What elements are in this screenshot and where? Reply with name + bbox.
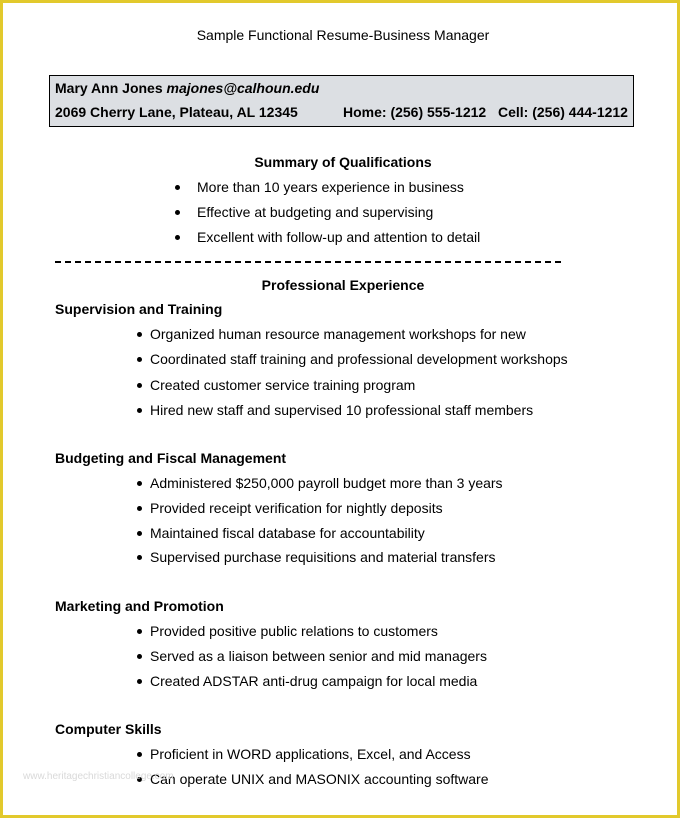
bullet-icon: [137, 531, 142, 536]
section-heading-supervision: Supervision and Training: [55, 301, 223, 317]
watermark-text: www.heritagechristiancollege.com: [23, 771, 174, 782]
home-phone: Home: (256) 555-1212: [343, 104, 487, 120]
bullet-icon: [137, 408, 142, 413]
section-heading-computer-skills: Computer Skills: [55, 721, 162, 737]
name-email-row: [55, 80, 319, 96]
bullet-icon: [137, 629, 142, 634]
page-frame: Sample Functional Resume-Business Manager Mary Ann Jones majones@calhoun.edu 2069 Cherry Lane, Plateau, AL 12345 Home: (256) 555-1212 Cell: (256) 444-1212 Summary of Qualifications More than 10 years experience in business Effective at budgeting and supervising Excellent with follow-up and attention to detail Professional Experience Supervision and Training Organized human resource management workshops for new Coordinated staff training and professional development workshops Created customer service training program Hired new staff and supervised 10 professional staff members Budgeting and Fiscal Management Administered $250,000 payroll budget more than 3 years Provided receipt verification for nightly deposits Maintained fiscal database for accountability Supervised purchase requisitions and material transfers Marketing and Promotion Provided positive public relations to customers Served as a liaison between senior and mid managers Created ADSTAR anti-drug campaign for local media Computer Skills Proficient in WORD applications, Excel, and Access Can operate UNIX and MASONIX accounting software www.heritagechristiancollege.com: [0, 0, 680, 818]
bullet-icon: [137, 481, 142, 486]
section-heading-budgeting: Budgeting and Fiscal Management: [55, 450, 287, 466]
section-heading-marketing: Marketing and Promotion: [55, 598, 224, 614]
bullet-icon: [137, 752, 142, 757]
bullet-icon: [137, 383, 142, 388]
bullet-icon: [137, 555, 142, 560]
bullet-icon: [137, 332, 142, 337]
bullet-icon: [137, 506, 142, 511]
contact-header-box: [49, 75, 634, 127]
applicant-name: Mary Ann Jones: [55, 80, 163, 96]
bullet-icon: [137, 357, 142, 362]
experience-heading: Professional Experience: [261, 277, 425, 293]
applicant-address: 2069 Cherry Lane, Plateau, AL 12345: [55, 104, 298, 120]
summary-heading: Summary of Qualifications: [254, 154, 432, 170]
applicant-email: majones@calhoun.edu: [166, 80, 320, 96]
bullet-icon: [175, 210, 180, 215]
dashed-divider: [55, 261, 561, 263]
document-title: Sample Functional Resume-Business Manager: [196, 27, 490, 43]
bullet-icon: [137, 654, 142, 659]
cell-phone: Cell: (256) 444-1212: [498, 104, 628, 120]
bullet-icon: [175, 235, 180, 240]
bullet-icon: [137, 679, 142, 684]
bullet-icon: [175, 185, 180, 190]
